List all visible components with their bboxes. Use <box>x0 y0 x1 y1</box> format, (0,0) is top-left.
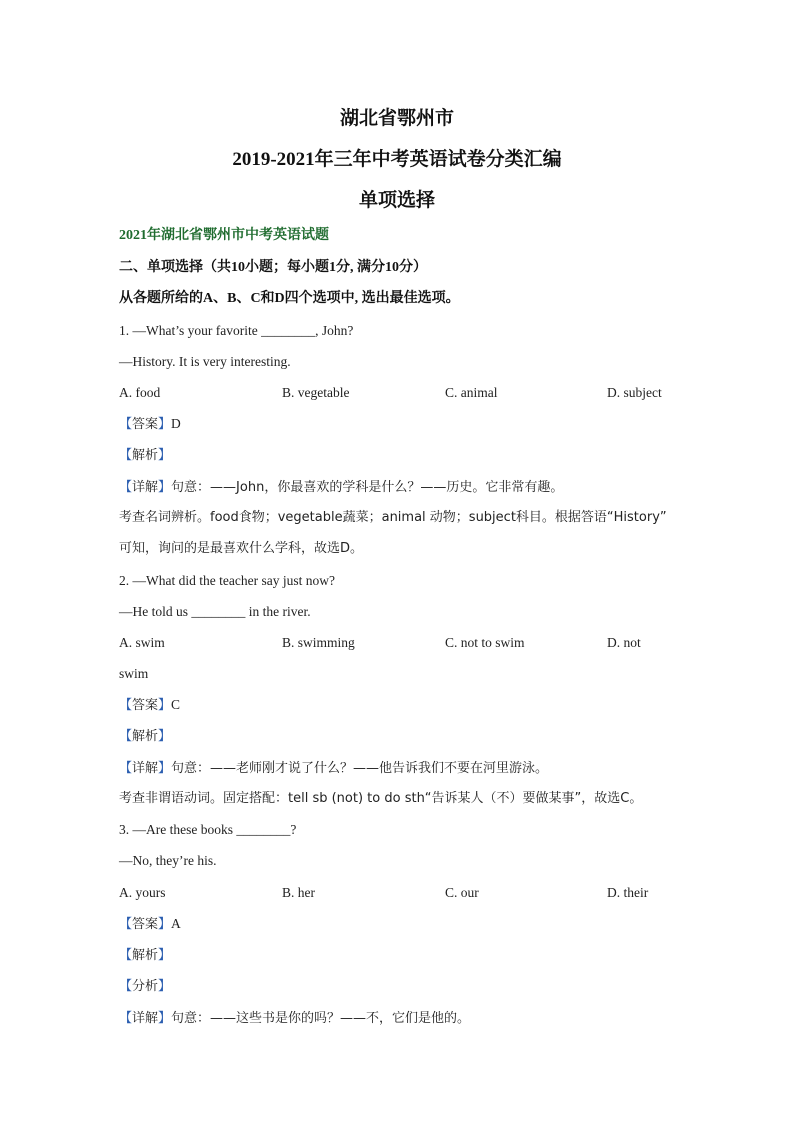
question-3-option-a: A. yours <box>119 885 166 900</box>
detail-tag: 详解 <box>132 761 159 776</box>
question-2-option-b: B. swimming <box>282 635 355 650</box>
fenxi-tag: 分析 <box>132 979 159 994</box>
question-3-answer: 【答案】A <box>119 916 181 932</box>
question-3-analysis: 【解析】 <box>119 948 172 963</box>
detail-text: 句意：——John，你最喜欢的学科是什么？——历史。它非常有趣。 <box>171 480 564 495</box>
answer-tag: 答案 <box>132 698 159 713</box>
question-2-reply: —He told us ________ in the river. <box>119 604 311 619</box>
question-1-stem: 1. —What’s your favorite ________, John? <box>119 323 354 338</box>
question-2-detail: 【详解】句意：——老师刚才说了什么？——他告诉我们不要在河里游泳。 <box>119 761 549 776</box>
answer-value: A <box>171 916 181 931</box>
question-3-fenxi: 【分析】 <box>119 979 172 994</box>
question-2-option-d-wrap: swim <box>119 666 149 681</box>
question-1-reply: —History. It is very interesting. <box>119 354 291 369</box>
question-1-option-c: C. animal <box>445 385 498 400</box>
answer-value: D <box>171 416 181 431</box>
answer-tag: 答案 <box>132 917 159 932</box>
document-title-region: 湖北省鄂州市 <box>339 108 454 129</box>
answer-tag: 答案 <box>132 417 159 432</box>
question-1-explain-2: 可知，询问的是最喜欢什么学科，故选D。 <box>119 541 364 556</box>
exam-title: 2021年湖北省鄂州市中考英语试题 <box>119 228 329 243</box>
analysis-tag: 解析 <box>132 948 159 963</box>
question-2-option-d: D. not <box>607 635 641 650</box>
question-3-option-c: C. our <box>445 885 479 900</box>
question-1-option-b: B. vegetable <box>282 385 350 400</box>
question-3-detail: 【详解】句意：——这些书是你的吗？——不，它们是他的。 <box>119 1011 471 1026</box>
detail-tag: 详解 <box>132 1011 159 1026</box>
question-1-option-d: D. subject <box>607 385 662 400</box>
detail-text: 句意：——老师刚才说了什么？——他告诉我们不要在河里游泳。 <box>171 761 549 776</box>
question-3-option-b: B. her <box>282 885 315 900</box>
answer-value: C <box>171 697 181 712</box>
question-3-stem: 3. —Are these books ________? <box>119 822 297 837</box>
part-instruction: 从各题所给的A、B、C和D四个选项中, 选出最佳选项。 <box>119 291 460 306</box>
question-2-stem: 2. —What did the teacher say just now? <box>119 573 335 588</box>
bracket-left-icon: 【 <box>119 417 133 432</box>
bracket-right-icon: 】 <box>158 417 172 432</box>
analysis-tag: 解析 <box>132 448 159 463</box>
question-2-answer: 【答案】C <box>119 697 181 713</box>
question-2-analysis: 【解析】 <box>119 729 172 744</box>
question-1-detail: 【详解】句意：——John，你最喜欢的学科是什么？——历史。它非常有趣。 <box>119 480 564 495</box>
question-1-option-a: A. food <box>119 385 161 400</box>
question-1-explain-1: 考查名词辨析。food食物；vegetable蔬菜；animal 动物；subject科目。根据答语“History” <box>119 510 667 525</box>
document-title-years: 2019-2021年三年中考英语试卷分类汇编 <box>232 149 562 170</box>
question-3-reply: —No, they’re his. <box>119 853 217 868</box>
analysis-tag: 解析 <box>132 729 159 744</box>
question-2-option-c: C. not to swim <box>445 635 525 650</box>
detail-tag: 详解 <box>132 480 159 495</box>
question-1-answer <box>119 417 679 431</box>
detail-text: 句意：——这些书是你的吗？——不，它们是他的。 <box>171 1011 471 1026</box>
question-2-explain-1: 考查非谓语动词。固定搭配：tell sb (not) to do sth“告诉某人（不）要做某事”，故选C。 <box>119 791 643 806</box>
document-title-category: 单项选择 <box>358 190 435 211</box>
question-2-option-a: A. swim <box>119 635 165 650</box>
part-title: 二、单项选择（共10小题；每小题1分, 满分10分） <box>119 260 427 275</box>
question-1-analysis: 【解析】 <box>119 448 172 463</box>
question-3-option-d: D. their <box>607 885 649 900</box>
